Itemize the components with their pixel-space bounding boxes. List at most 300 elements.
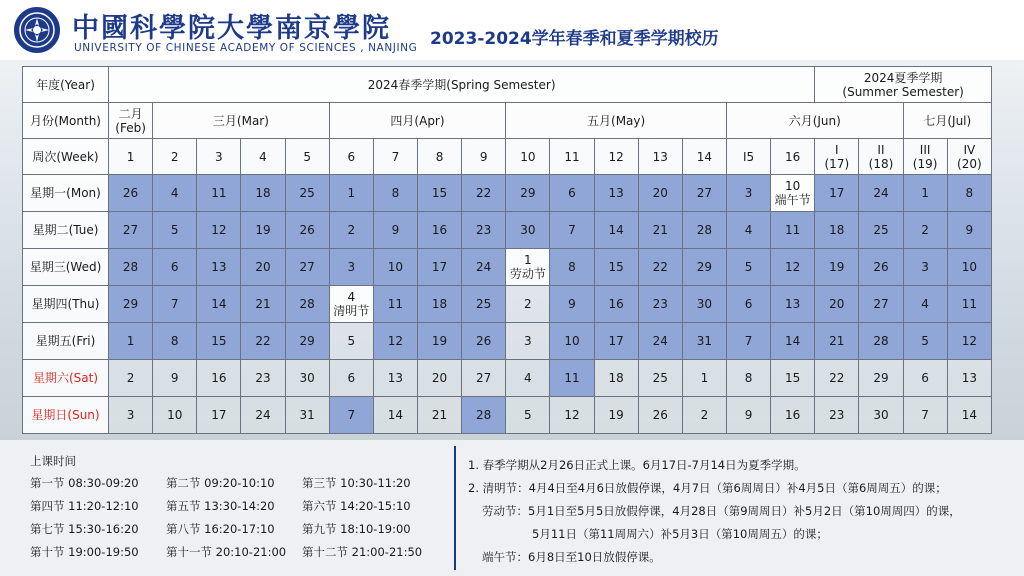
date-cell <box>197 360 241 397</box>
date-number: 17 <box>608 334 624 348</box>
date-number: 23 <box>476 223 492 237</box>
date-number: 11 <box>961 297 977 311</box>
week-number <box>153 139 197 175</box>
date-cell <box>153 175 197 212</box>
date-cell <box>153 212 197 249</box>
week-number <box>329 139 373 175</box>
week-number-text: 13 <box>652 149 668 164</box>
date-number: 21 <box>652 223 668 237</box>
weekday-label: 星期四(Thu) <box>23 286 109 323</box>
week-number-text: III <box>919 142 931 157</box>
date-cell <box>726 360 770 397</box>
note-line: 5月11日（第11周周六）补5月3日（第10周周五）的课； <box>532 527 828 541</box>
date-cell <box>947 323 991 360</box>
date-cell <box>373 175 417 212</box>
ucas-logo-icon <box>14 7 60 53</box>
date-cell <box>771 249 815 286</box>
date-cell <box>638 212 682 249</box>
date-number: 9 <box>568 297 576 311</box>
date-cell <box>947 360 991 397</box>
date-number: 6 <box>744 297 753 311</box>
weekday-label: 星期一(Mon) <box>23 175 109 212</box>
date-number: 4 <box>744 223 753 237</box>
month-apr: 四月(Apr) <box>329 103 506 139</box>
date-number: 13 <box>961 371 977 385</box>
week-number <box>550 139 594 175</box>
date-cell <box>682 212 726 249</box>
date-number: 1 <box>347 186 356 200</box>
date-cell <box>903 323 947 360</box>
page-title: 2023-2024学年春季和夏季学期校历 <box>430 29 719 49</box>
week-number-text: 7 <box>391 149 400 164</box>
weekday-label: 星期二(Tue) <box>23 212 109 249</box>
week-number-text: (18) <box>868 156 894 171</box>
date-number: 26 <box>652 408 668 422</box>
date-cell <box>197 212 241 249</box>
date-cell <box>815 249 859 286</box>
date-cell <box>947 249 991 286</box>
date-cell <box>815 323 859 360</box>
week-number-text: 14 <box>696 149 713 164</box>
date-cell <box>417 323 461 360</box>
date-number: 16 <box>785 408 801 422</box>
month-row <box>23 103 992 139</box>
date-number: 21 <box>431 408 448 422</box>
date-number: 3 <box>744 186 753 200</box>
date-cell <box>153 397 197 434</box>
week-number-text: 6 <box>347 149 356 164</box>
date-cell <box>329 397 373 434</box>
date-cell <box>373 397 417 434</box>
week-number <box>373 139 417 175</box>
date-cell <box>726 175 770 212</box>
class-period: 第三节 10:30-11:20 <box>302 476 411 490</box>
date-cell <box>550 212 594 249</box>
date-cell <box>638 175 682 212</box>
date-number: 20 <box>431 371 448 385</box>
date-cell <box>726 397 770 434</box>
date-number: 18 <box>431 297 448 311</box>
date-cell <box>594 249 638 286</box>
date-cell <box>550 323 594 360</box>
date-cell <box>726 212 770 249</box>
week-number-text: II <box>877 142 885 157</box>
date-cell <box>373 323 417 360</box>
holiday-cell <box>506 249 550 286</box>
date-number: 2 <box>921 223 929 237</box>
date-number: 21 <box>829 334 845 348</box>
date-cell <box>903 397 947 434</box>
class-period: 第十二节 21:00-21:50 <box>302 545 423 559</box>
university-name-en: UNIVERSITY OF CHINESE ACADEMY OF SCIENCES , NANJING <box>74 42 418 54</box>
date-cell <box>197 249 241 286</box>
date-cell <box>285 175 329 212</box>
summer-semester-title: 2024夏季学期 <box>863 70 943 85</box>
date-number: 10 <box>961 260 977 274</box>
date-cell <box>947 397 991 434</box>
date-number: 2 <box>126 371 135 385</box>
date-number: 19 <box>608 408 624 422</box>
date-number: 7 <box>170 297 179 311</box>
date-number: 30 <box>696 297 713 311</box>
date-number: 24 <box>476 260 492 274</box>
date-number: 4 <box>524 371 532 385</box>
month-feb-cn: 二月 <box>118 106 143 121</box>
note-line: 1. 春季学期从2月26日正式上课。6月17日-7月14日为夏季学期。 <box>468 458 806 472</box>
date-number: 8 <box>170 334 179 348</box>
week-label: 周次(Week) <box>23 139 109 175</box>
date-cell <box>815 397 859 434</box>
date-cell <box>771 397 815 434</box>
week-number-text: 10 <box>520 149 536 164</box>
date-number: 27 <box>122 223 139 237</box>
date-cell <box>109 360 153 397</box>
date-cell <box>594 323 638 360</box>
date-number: 15 <box>785 371 801 385</box>
date-cell <box>771 360 815 397</box>
date-number: 7 <box>347 408 356 422</box>
date-cell <box>109 323 153 360</box>
week-number <box>638 139 682 175</box>
date-cell <box>329 175 373 212</box>
date-cell <box>594 397 638 434</box>
week-number-text: 16 <box>785 149 801 164</box>
date-cell <box>815 175 859 212</box>
date-cell <box>815 212 859 249</box>
calendar-table <box>22 66 992 434</box>
date-number: 14 <box>785 334 801 348</box>
week-number-text: 1 <box>126 149 135 164</box>
week-number <box>859 139 903 175</box>
date-number: 19 <box>431 334 448 348</box>
date-cell <box>109 286 153 323</box>
date-cell <box>903 249 947 286</box>
date-cell <box>462 360 506 397</box>
university-name-cn: 中國科學院大學南京學院 <box>72 13 391 44</box>
month-label: 月份(Month) <box>23 103 109 139</box>
week-number <box>682 139 726 175</box>
week-number <box>771 139 815 175</box>
date-number: 30 <box>299 371 315 385</box>
date-cell <box>947 175 991 212</box>
class-period: 第十一节 20:10-21:00 <box>166 545 287 559</box>
date-cell <box>373 249 417 286</box>
date-number: 10 <box>564 334 580 348</box>
date-cell <box>462 397 506 434</box>
date-number: 9 <box>965 223 974 237</box>
date-cell <box>903 175 947 212</box>
spring-semester-header: 2024春季学期(Spring Semester) <box>109 67 815 103</box>
week-number-text: (17) <box>824 156 850 171</box>
date-number: 16 <box>211 371 227 385</box>
date-number: 6 <box>568 186 576 200</box>
week-number-text: 8 <box>435 149 444 164</box>
date-cell <box>550 175 594 212</box>
date-number: 30 <box>873 408 889 422</box>
week-number-text: I <box>835 142 839 157</box>
week-number <box>462 139 506 175</box>
date-cell <box>109 175 153 212</box>
date-number: 14 <box>211 297 227 311</box>
month-mar: 三月(Mar) <box>153 103 330 139</box>
date-number: 6 <box>170 260 179 274</box>
month-may: 五月(May) <box>506 103 727 139</box>
date-number: 4 <box>347 290 356 304</box>
class-period: 第二节 09:20-10:10 <box>166 476 275 490</box>
date-number: 12 <box>961 334 977 348</box>
date-number: 12 <box>211 223 227 237</box>
date-number: 11 <box>387 297 404 311</box>
date-number: 4 <box>921 297 929 311</box>
date-number: 26 <box>122 186 139 200</box>
date-cell <box>462 286 506 323</box>
date-cell <box>462 249 506 286</box>
day-row <box>23 175 992 212</box>
date-number: 6 <box>921 371 929 385</box>
date-cell <box>771 286 815 323</box>
date-number: 13 <box>387 371 404 385</box>
date-cell <box>197 397 241 434</box>
date-cell <box>859 175 903 212</box>
date-cell <box>462 323 506 360</box>
date-number: 11 <box>211 186 227 200</box>
class-period: 第五节 13:30-14:20 <box>166 499 275 513</box>
date-number: 3 <box>347 260 356 274</box>
date-number: 8 <box>568 260 576 274</box>
date-number: 25 <box>476 297 492 311</box>
divider-line <box>454 446 456 570</box>
date-cell <box>285 212 329 249</box>
holiday-name: 劳动节 <box>509 267 546 281</box>
day-row <box>23 323 992 360</box>
date-cell <box>682 249 726 286</box>
date-number: 5 <box>524 408 532 422</box>
date-cell <box>241 397 285 434</box>
date-cell <box>506 397 550 434</box>
date-number: 30 <box>520 223 536 237</box>
date-number: 11 <box>785 223 801 237</box>
date-number: 20 <box>652 186 668 200</box>
date-cell <box>329 249 373 286</box>
date-cell <box>859 212 903 249</box>
date-number: 2 <box>524 297 532 311</box>
class-period: 第九节 18:10-19:00 <box>302 522 411 536</box>
date-number: 24 <box>255 408 271 422</box>
date-number: 27 <box>696 186 713 200</box>
date-cell <box>241 286 285 323</box>
date-number: 2 <box>700 408 709 422</box>
date-cell <box>815 360 859 397</box>
date-cell <box>771 212 815 249</box>
week-number <box>594 139 638 175</box>
week-number <box>109 139 153 175</box>
class-period: 第四节 11:20-12:10 <box>30 499 139 513</box>
date-cell <box>859 360 903 397</box>
date-cell <box>241 360 285 397</box>
date-cell <box>594 212 638 249</box>
week-number <box>197 139 241 175</box>
date-number: 18 <box>829 223 845 237</box>
date-number: 27 <box>299 260 315 274</box>
date-cell <box>417 286 461 323</box>
date-cell <box>462 212 506 249</box>
month-feb <box>109 103 153 139</box>
date-number: 1 <box>700 371 709 385</box>
date-cell <box>903 360 947 397</box>
weekday-label: 星期三(Wed) <box>23 249 109 286</box>
day-row <box>23 360 992 397</box>
date-number: 8 <box>391 186 400 200</box>
date-number: 29 <box>520 186 536 200</box>
year-label: 年度(Year) <box>23 67 109 103</box>
date-cell <box>285 286 329 323</box>
date-cell <box>506 175 550 212</box>
date-cell <box>329 360 373 397</box>
day-row <box>23 212 992 249</box>
date-cell <box>550 397 594 434</box>
date-cell <box>417 175 461 212</box>
date-cell <box>153 286 197 323</box>
note-line: 劳动节：5月1日至5月5日放假停课，4月28日（第9周周日）补5月2日（第10周周四）的课， <box>482 504 961 518</box>
date-number: 5 <box>347 334 356 348</box>
date-number: 17 <box>211 408 227 422</box>
date-number: 13 <box>211 260 227 274</box>
class-period: 第八节 16:20-17:10 <box>166 522 275 536</box>
class-period: 第六节 14:20-15:10 <box>302 499 411 513</box>
date-cell <box>638 323 682 360</box>
date-cell <box>903 212 947 249</box>
week-number-text: I5 <box>742 149 755 164</box>
date-number: 6 <box>347 371 356 385</box>
date-number: 7 <box>921 408 929 422</box>
date-number: 29 <box>122 297 139 311</box>
date-number: 3 <box>126 408 135 422</box>
date-number: 12 <box>387 334 404 348</box>
date-number: 7 <box>744 334 753 348</box>
date-cell <box>550 286 594 323</box>
note-line: 端午节：6月8日至10日放假停课。 <box>482 550 661 564</box>
date-number: 13 <box>785 297 801 311</box>
date-cell <box>329 323 373 360</box>
date-number: 22 <box>652 260 668 274</box>
date-number: 9 <box>391 223 400 237</box>
week-number-text: (20) <box>957 156 982 171</box>
date-number: 23 <box>255 371 271 385</box>
year-row <box>23 67 992 103</box>
date-cell <box>109 249 153 286</box>
date-number: 10 <box>387 260 404 274</box>
date-number: 28 <box>476 408 492 422</box>
holiday-cell <box>771 175 815 212</box>
date-number: 14 <box>961 408 977 422</box>
date-cell <box>903 286 947 323</box>
date-number: 19 <box>829 260 845 274</box>
date-number: 19 <box>255 223 271 237</box>
week-number-text: 12 <box>608 149 624 164</box>
week-number-text: 3 <box>215 149 223 164</box>
date-number: 28 <box>122 260 139 274</box>
date-cell <box>638 360 682 397</box>
date-cell <box>726 286 770 323</box>
date-cell <box>197 175 241 212</box>
date-cell <box>550 249 594 286</box>
date-cell <box>197 286 241 323</box>
week-number-text: 11 <box>564 149 580 164</box>
date-cell <box>594 175 638 212</box>
day-row <box>23 249 992 286</box>
class-period: 第七节 15:30-16:20 <box>30 522 139 536</box>
date-number: 20 <box>255 260 271 274</box>
date-number: 29 <box>299 334 315 348</box>
week-number-text: 4 <box>259 149 267 164</box>
date-number: 26 <box>873 260 889 274</box>
week-number-text: (19) <box>912 156 938 171</box>
date-cell <box>285 397 329 434</box>
date-number: 5 <box>921 334 929 348</box>
date-cell <box>462 175 506 212</box>
date-cell <box>241 175 285 212</box>
date-number: 14 <box>387 408 404 422</box>
date-number: 22 <box>829 371 845 385</box>
week-number-text: IV <box>963 142 976 157</box>
date-number: 18 <box>608 371 624 385</box>
week-number <box>815 139 859 175</box>
holiday-name: 端午节 <box>774 193 811 207</box>
date-number: 24 <box>652 334 668 348</box>
date-cell <box>241 249 285 286</box>
date-cell <box>285 249 329 286</box>
date-cell <box>638 397 682 434</box>
date-cell <box>373 360 417 397</box>
date-number: 22 <box>255 334 271 348</box>
date-cell <box>550 360 594 397</box>
date-cell <box>859 286 903 323</box>
date-cell <box>638 249 682 286</box>
date-number: 26 <box>476 334 492 348</box>
schedule-title: 上课时间 <box>30 454 76 468</box>
date-number: 20 <box>829 297 845 311</box>
holiday-name: 清明节 <box>333 304 370 318</box>
weekday-label: 星期五(Fri) <box>23 323 109 360</box>
week-number-text: 2 <box>170 149 179 164</box>
date-number: 16 <box>431 223 448 237</box>
date-cell <box>506 323 550 360</box>
date-number: 18 <box>255 186 271 200</box>
date-number: 12 <box>564 408 580 422</box>
date-number: 3 <box>524 334 532 348</box>
date-cell <box>682 360 726 397</box>
class-period: 第十节 19:00-19:50 <box>30 545 139 559</box>
date-number: 27 <box>476 371 492 385</box>
date-cell <box>638 286 682 323</box>
date-cell <box>197 323 241 360</box>
date-number: 29 <box>696 260 713 274</box>
date-cell <box>506 212 550 249</box>
date-cell <box>771 323 815 360</box>
date-cell <box>859 323 903 360</box>
week-number <box>726 139 770 175</box>
date-cell <box>594 286 638 323</box>
date-cell <box>859 249 903 286</box>
day-row <box>23 286 992 323</box>
date-number: 24 <box>873 186 889 200</box>
summer-semester-header <box>815 67 992 103</box>
date-cell <box>153 249 197 286</box>
date-cell <box>726 323 770 360</box>
date-cell <box>506 286 550 323</box>
week-number <box>285 139 329 175</box>
date-number: 9 <box>170 371 179 385</box>
